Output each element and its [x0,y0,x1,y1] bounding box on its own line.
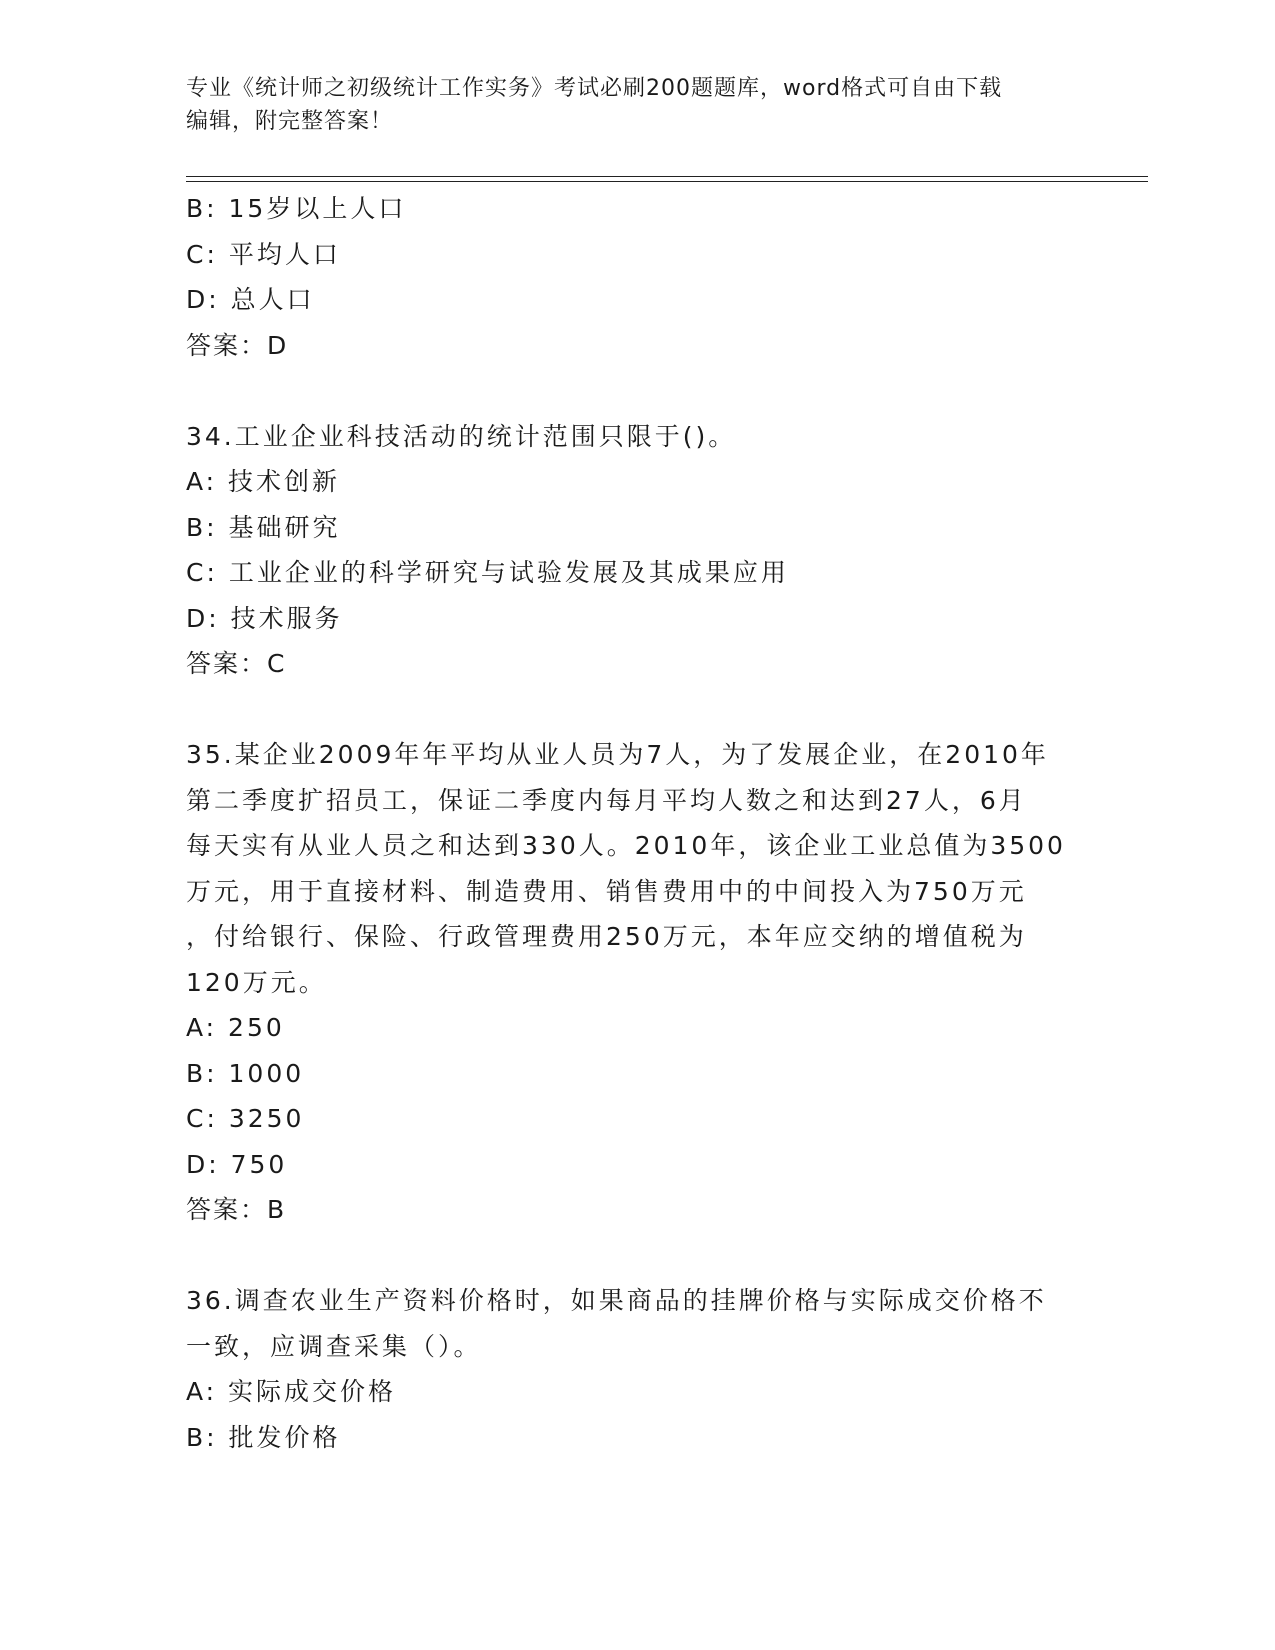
question-33-continuation [186,186,1086,368]
answer-label: 答案：C [186,649,287,678]
option-b: B: 基础研究 [186,512,341,542]
question-stem-line: 第二季度扩招员工，保证二季度内每月平均人数之和达到27人，6月 [186,785,1027,815]
header-divider-bottom [186,181,1148,182]
question-content [186,186,1086,1460]
option-a: A: 技术创新 [186,467,341,496]
question-36 [186,1278,1086,1460]
question-stem-line: ，付给银行、保险、行政管理费用250万元，本年应交纳的增值税为 [186,922,1027,951]
option-c: C: 平均人口 [186,239,341,269]
answer-label: 答案：B [186,1195,287,1224]
question-stem-line: 万元，用于直接材料、制造费用、销售费用中的中间投入为750万元 [186,876,1027,906]
header-line-2: 编辑，附完整答案！ [186,109,394,134]
option-d: D: 技术服务 [186,603,343,633]
option-d: D: 750 [186,1149,288,1179]
option-b: B: 批发价格 [186,1422,341,1452]
question-stem-line: 36.调查农业生产资料价格时，如果商品的挂牌价格与实际成交价格不 [186,1286,1047,1315]
option-a: A: 实际成交价格 [186,1377,397,1406]
option-b: B: 1000 [186,1058,305,1088]
option-b: B: 15岁以上人口 [186,194,407,223]
header-divider-top [186,176,1148,177]
question-stem-line: 120万元。 [186,967,327,997]
question-34 [186,414,1086,687]
header-line-1: 专业《统计师之初级统计工作实务》考试必刷200题题库，word格式可自由下载 [186,76,1003,101]
question-stem-line: 每天实有从业人员之和达到330人。2010年，该企业工业总值为3500 [186,831,1066,860]
option-c: C: 3250 [186,1104,305,1133]
question-stem-line: 一致，应调查采集（）。 [186,1331,482,1361]
option-a: A: 250 [186,1013,285,1042]
page-header [186,72,1066,138]
question-stem-line: 35.某企业2009年年平均从业人员为7人，为了发展企业，在2010年 [186,740,1049,769]
answer-label: 答案：D [186,330,289,360]
option-c: C: 工业企业的科学研究与试验发展及其成果应用 [186,558,789,587]
question-stem: 34.工业企业科技活动的统计范围只限于()。 [186,421,737,451]
option-d: D: 总人口 [186,285,315,314]
question-35 [186,732,1086,1233]
